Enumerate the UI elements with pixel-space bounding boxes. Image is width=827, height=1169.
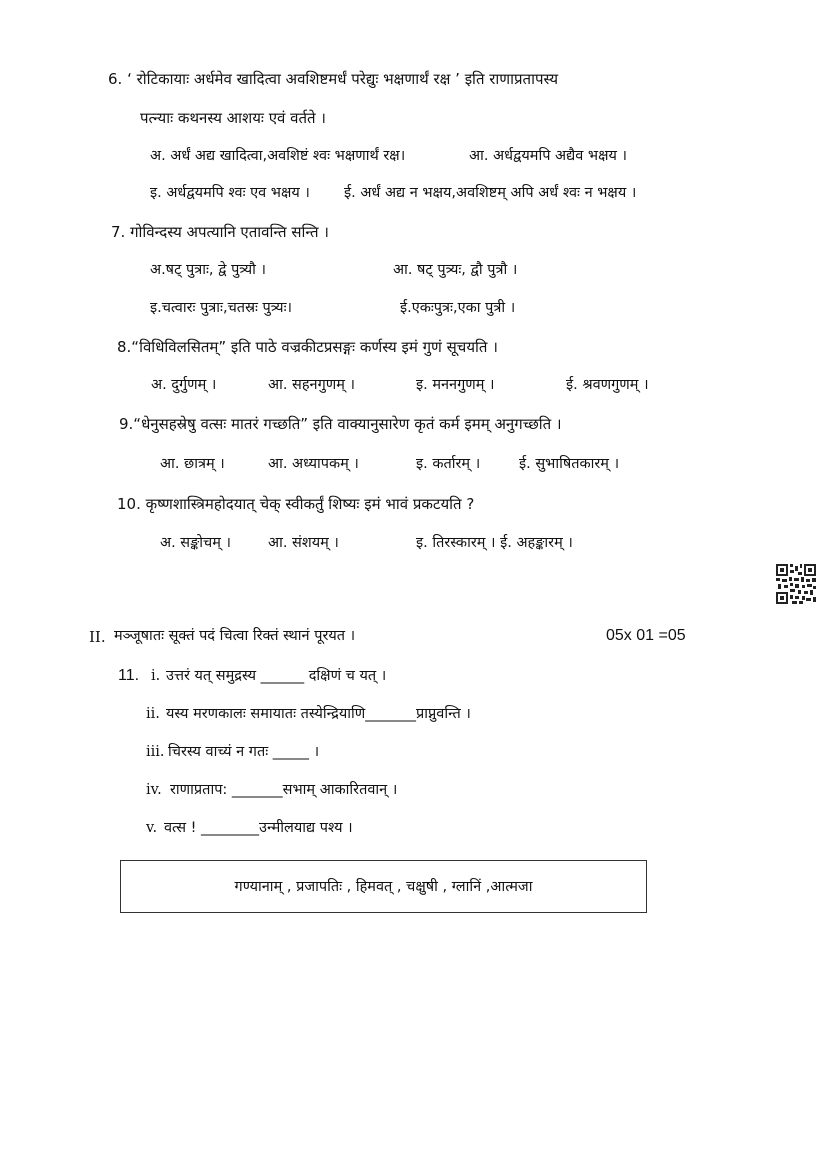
- q6-stem-line1: 6. ‘ रोटिकायाः अर्धमेव खादित्वा अवशिष्टमर्धं परेद्युः भक्षणार्थं रक्ष ’ इति राणाप्रतापस्य: [108, 70, 559, 88]
- q7-stem: 7. गोविन्दस्य अपत्यानि एतावन्ति सन्ति ।: [111, 223, 329, 241]
- q11-item-iv-text: राणाप्रताप: _______सभाम् आकारितवान् ।: [170, 782, 398, 798]
- q6-option-ii: ई. अर्धं अद्य न भक्षय,अवशिष्टम् अपि अर्धं श्वः न भक्षय ।: [344, 185, 637, 201]
- section-numeral: II.: [89, 628, 106, 646]
- q11-item-v-text: वत्स ! ________उन्मीलयाद्य पश्य ।: [164, 820, 353, 836]
- q6-option-aa: आ. अर्धद्वयमपि अद्यैव भक्षय ।: [469, 148, 628, 164]
- section-marks: 05x 01 =05: [606, 627, 686, 644]
- q10-stem: 10. कृष्णशास्त्रिमहोदयात् चेक् स्वीकर्तुं शिष्यः इमं भावं प्रकटयति ?: [117, 495, 475, 513]
- q8-stem: 8.“विधिविलसितम्” इति पाठे वज्रकीटप्रसङ्गः कर्णस्य इमं गुणं सूचयति ।: [117, 338, 498, 356]
- q8-option-i: इ. मननगुणम् ।: [416, 377, 495, 393]
- q9-option-i: इ. कर्तारम् ।: [416, 456, 481, 472]
- q7-option-ii: ई.एकःपुत्रः,एका पुत्री ।: [400, 300, 516, 316]
- q11-item-iii-num: iii.: [146, 744, 165, 760]
- q7-option-a: अ.षट् पुत्राः, द्वे पुत्र्यौ ।: [150, 262, 266, 278]
- q8-option-a: अ. दुर्गुणम् ।: [151, 377, 217, 393]
- q10-option-i-ii: इ. तिरस्कारम् । ई. अहङ्कारम् ।: [416, 535, 573, 551]
- q9-option-a: आ. छात्रम् ।: [160, 456, 225, 472]
- q7-option-aa: आ. षट् पुत्र्यः, द्वौ पुत्रौ ।: [393, 262, 518, 278]
- q11-label: 11.: [118, 667, 140, 684]
- qr-code-icon: [776, 564, 816, 604]
- q11-item-ii-text: यस्य मरणकालः समायातः तस्येन्द्रियाणि_______प्राप्नुवन्ति ।: [166, 706, 471, 722]
- q11-item-iii-text: चिरस्य वाच्यं न गतः _____ ।: [168, 744, 320, 760]
- q9-option-ii: ई. सुभाषितकारम् ।: [519, 456, 620, 472]
- q11-item-iv-num: iv.: [146, 782, 162, 798]
- q6-option-a: अ. अर्धं अद्य खादित्वा,अवशिष्टं श्वः भक्षणार्थं रक्ष।: [150, 148, 406, 164]
- q11-item-ii-num: ii.: [146, 706, 160, 722]
- q10-option-aa: आ. संशयम् ।: [268, 535, 339, 551]
- q11-item-v-num: v.: [146, 820, 158, 836]
- word-box-text: गण्यानाम् , प्रजापतिः , हिमवत् , चक्षुषी , ग्लानिं ,आत्मजा: [234, 879, 533, 895]
- section-instruction: मञ्जूषातः सूक्तं पदं चित्वा रिक्तं स्थानं पूरयत ।: [114, 628, 356, 644]
- q11-item-i-text: उत्तरं यत् समुद्रस्य ______ दक्षिणं च यत् ।: [166, 668, 387, 684]
- q7-option-i: इ.चत्वारः पुत्राः,चतस्रः पुत्र्यः।: [150, 300, 293, 316]
- q9-stem: 9.“धेनुसहस्रेषु वत्सः मातरं गच्छति” इति वाक्यानुसारेण कृतं कर्म इमम् अनुगच्छति ।: [119, 415, 562, 433]
- q6-option-i: इ. अर्धद्वयमपि श्वः एव भक्षय ।: [150, 185, 310, 201]
- q6-stem-line2: पत्न्याः कथनस्य आशयः एवं वर्तते ।: [140, 109, 326, 127]
- q9-option-aa: आ. अध्यापकम् ।: [268, 456, 359, 472]
- q8-option-ii: ई. श्रवणगुणम् ।: [566, 377, 649, 393]
- q11-item-i-num: i.: [151, 668, 161, 684]
- q10-option-a: अ. सङ्कोचम् ।: [160, 535, 232, 551]
- word-box: [120, 860, 647, 913]
- q8-option-aa: आ. सहनगुणम् ।: [268, 377, 356, 393]
